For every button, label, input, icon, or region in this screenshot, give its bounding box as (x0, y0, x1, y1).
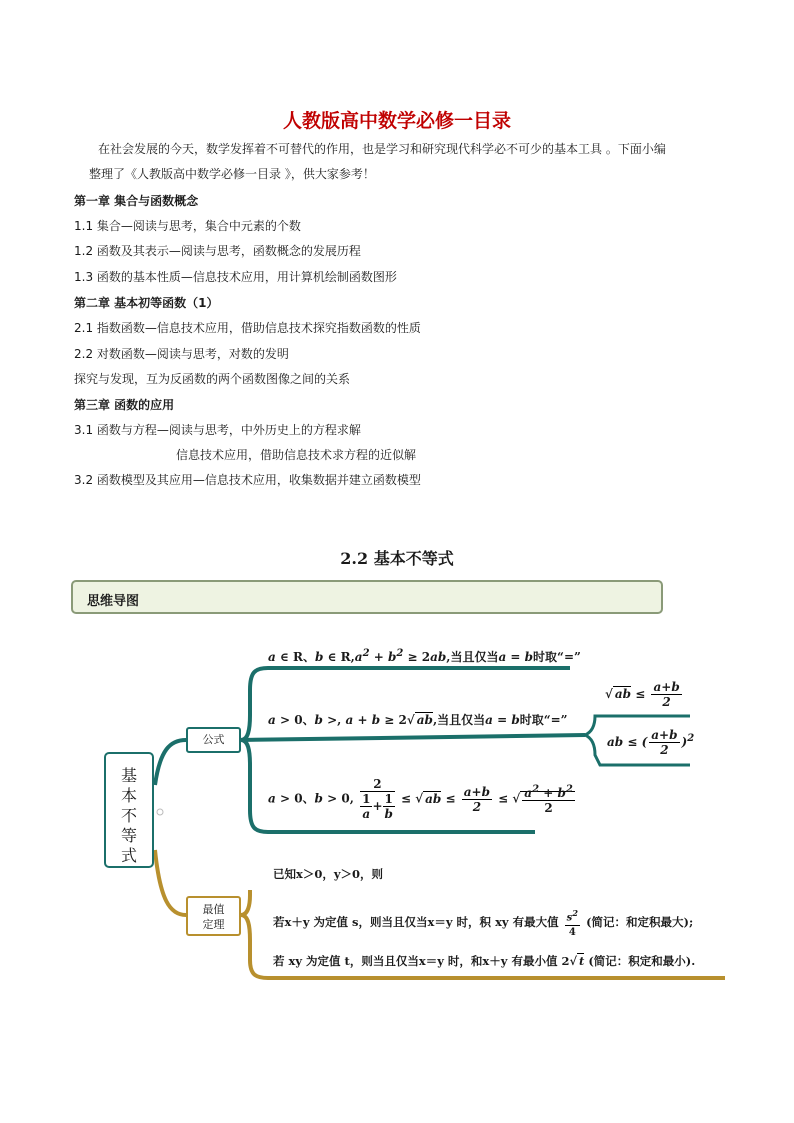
branch-maxmin-node (186, 896, 241, 936)
intro-line-2: 整理了《人教版高中数学必修一目录 》，供大家参考！ (89, 167, 375, 181)
chapter-heading: 第一章 集合与函数概念 (74, 194, 199, 208)
banner-label: 思维导图 (87, 594, 140, 609)
condition-intro: 已知x＞0，y＞0，则 (273, 867, 384, 881)
formula-2-tail: 时取“=” (519, 713, 568, 727)
condition-2-text: 若 xy 为定值 t，则当且仅当x＝y 时，和x＋y 有最小值 (273, 954, 558, 968)
page-title: 人教版高中数学必修一目录 (282, 110, 511, 132)
formula-1-tail: 时取“=” (533, 650, 581, 664)
mindmap-root-node (104, 752, 154, 868)
toc-item: 1.3 函数的基本性质—信息技术应用，用计算机绘制函数图形 (74, 270, 397, 284)
toc-item: 2.2 对数函数—阅读与思考，对数的发明 (74, 347, 289, 361)
condition-2: 若 xy 为定值 t，则当且仅当x＝y 时，和x＋y 有最小值 2√ t (简记：积定和最小). (273, 954, 696, 968)
branch-maxmin-label: 最值 定理 (202, 903, 225, 931)
toc-item: 2.1 指数函数—信息技术应用，借助信息技术探究指数函数的性质 (74, 321, 421, 335)
formula-3: a > 0、b > 0, 2 $\frac{1}{a}$ + $\frac{1}{b}$ ≤ √ ab ≤ $\frac{a+b}{2}$ ≤ √ $\frac{a^2 + b^2}{2}$ (268, 777, 573, 821)
formula-amgm: √ ab ≤ $\frac{a+b}{2}$ (605, 680, 680, 709)
condition-1-text: 若x＋y 为定值 s，则当且仅当x＝y 时，积 xy 有最大值 (273, 915, 559, 930)
condition-2-note: (简记：积定和最小). (588, 954, 696, 968)
toc-item: 1.2 函数及其表示—阅读与思考，函数概念的发展历程 (74, 244, 361, 258)
condition-1-note: (简记：和定积最大); (586, 915, 694, 930)
section-title: 2.2 基本不等式 (340, 549, 454, 568)
formula-1: a ∈ R、b ∈ $R,a^2 + b^2 \ge 2ab$,当且仅当a = b时取“=” (268, 648, 581, 664)
formula-1-suffix: ,当且仅当 (446, 650, 499, 664)
branch-formula-node: 公式 (186, 727, 241, 753)
formula-ab-square: ab ≤ ( $\frac{a+b}{2}$ )$^2$ (607, 728, 695, 757)
chapter-heading: 第三章 函数的应用 (74, 398, 175, 412)
condition-1: 若x＋y 为定值 s，则当且仅当x＝y 时，积 xy 有最大值 $\frac{s^2}{4}$ (简记：和定积最大); (273, 908, 694, 939)
toc-item: 探究与发现，互为反函数的两个函数图像之间的关系 (74, 372, 351, 386)
toc-item: 信息技术应用，借助信息技术求方程的近似解 (176, 448, 417, 462)
intro-line-1: 在社会发展的今天，数学发挥着不可替代的作用，也是学习和研究现代科学必不可少的基本工具 。下面小编 (98, 142, 666, 156)
toc-item: 1.1 集合—阅读与思考，集合中元素的个数 (74, 219, 301, 233)
chapter-heading: 第二章 基本初等函数（1） (74, 296, 219, 310)
toc-item: 3.2 函数模型及其应用—信息技术应用，收集数据并建立函数模型 (74, 473, 421, 487)
toc-item: 3.1 函数与方程—阅读与思考，中外历史上的方程求解 (74, 423, 361, 437)
root-label: 基 本 不 等 式 (120, 766, 137, 865)
formula-2: a > 0、b >, a + b ≥ 2√ ab,当且仅当a = b时取“=” (268, 713, 568, 727)
